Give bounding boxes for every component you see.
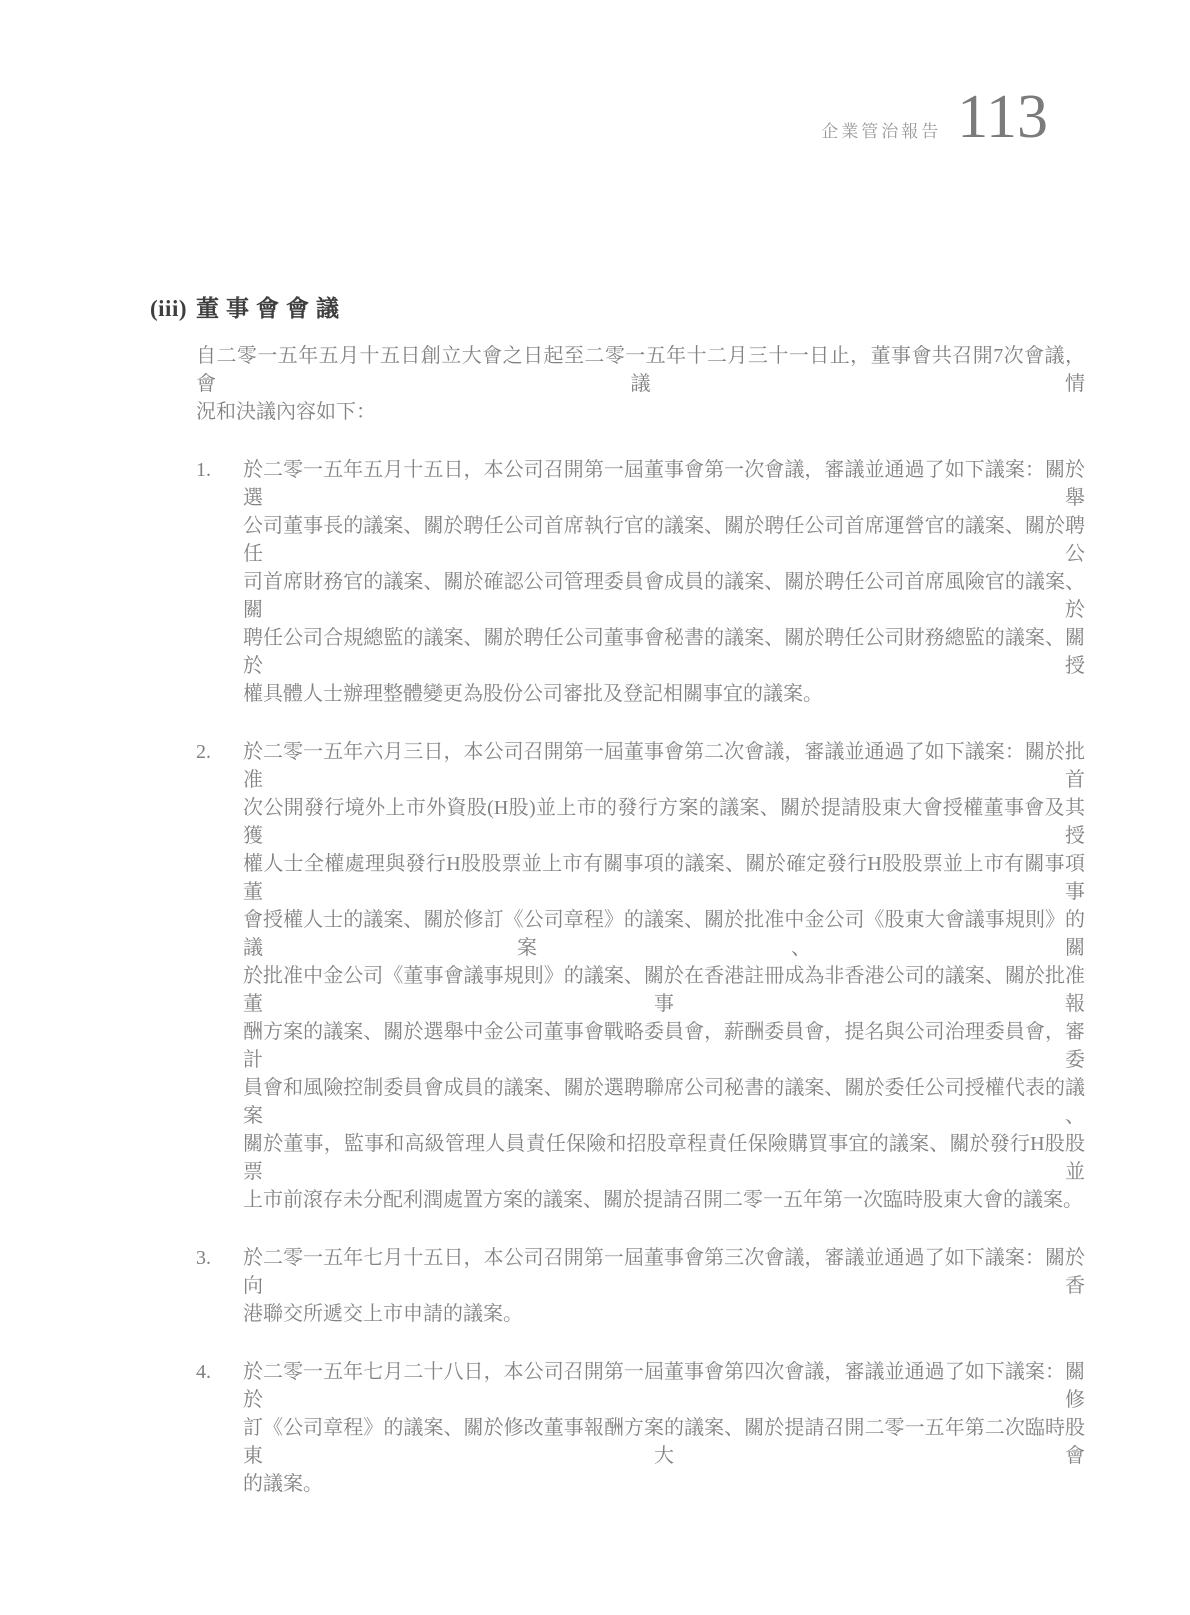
text-line: 於二零一五年七月十五日，本公司召開第一屆董事會第三次會議，審議並通過了如下議案：關於向香 (243, 1247, 1085, 1297)
list-item-text (243, 1244, 1085, 1328)
list-item-text (243, 738, 1085, 1214)
list-item-number: 4. (196, 1361, 211, 1383)
text-line: 上市前滾存未分配利潤處置方案的議案、關於提請召開二零一五年第一次臨時股東大會的議案。 (243, 1189, 1083, 1211)
section-index: (iii) (150, 296, 187, 321)
text-line: 於二零一五年六月三日，本公司召開第一屆董事會第二次會議，審議並通過了如下議案：關於批准首 (243, 741, 1085, 791)
text-line: 於批准中金公司《董事會議事規則》的議案、關於在香港註冊成為非香港公司的議案、關於批准董事報 (243, 965, 1085, 1015)
intro-line: 況和決議內容如下： (196, 401, 376, 423)
intro-paragraph (196, 342, 1085, 426)
page-number: 113 (957, 83, 1048, 151)
text-line: 權具體人士辦理整體變更為股份公司審批及登記相關事宜的議案。 (243, 683, 823, 705)
text-line: 訂《公司章程》的議案、關於修改董事報酬方案的議案、關於提請召開二零一五年第二次臨時股東大會 (243, 1417, 1085, 1467)
text-line: 於二零一五年五月十五日，本公司召開第一屆董事會第一次會議，審議並通過了如下議案：關於選舉 (243, 459, 1085, 509)
text-line: 於二零一五年七月二十八日，本公司召開第一屆董事會第四次會議，審議並通過了如下議案：關於修 (243, 1361, 1085, 1411)
text-line: 會授權人士的議案、關於修訂《公司章程》的議案、關於批准中金公司《股東大會議事規則》的議案、關 (243, 909, 1085, 959)
section-heading (150, 294, 1085, 324)
intro-line: 自二零一五年五月十五日創立大會之日起至二零一五年十二月三十一日止，董事會共召開7次會議，會議情 (196, 345, 1085, 395)
text-line: 權人士全權處理與發行H股股票並上市有關事項的議案、關於確定發行H股股票並上市有關事項董事 (243, 853, 1085, 903)
list-item-number: 2. (196, 741, 211, 763)
text-line: 的議案。 (243, 1473, 323, 1495)
list-item-1 (196, 456, 1085, 708)
text-line: 關於董事，監事和高級管理人員責任保險和招股章程責任保險購買事宜的議案、關於發行H股股票並 (243, 1133, 1085, 1183)
text-line: 港聯交所遞交上市申請的議案。 (243, 1303, 523, 1325)
list-item-3 (196, 1244, 1085, 1328)
text-line: 酬方案的議案、關於選舉中金公司董事會戰略委員會，薪酬委員會，提名與公司治理委員會，審計委 (243, 1021, 1085, 1071)
list-item-number: 1. (196, 459, 211, 481)
section-title: 董事會會議 (196, 296, 346, 321)
text-line: 司首席財務官的議案、關於確認公司管理委員會成員的議案、關於聘任公司首席風險官的議案、關於 (243, 571, 1085, 621)
text-line: 次公開發行境外上市外資股(H股)並上市的發行方案的議案、關於提請股東大會授權董事會及其獲授 (243, 797, 1085, 847)
list-item-text (243, 1358, 1085, 1498)
page-header (821, 83, 1048, 151)
list-item-text (243, 456, 1085, 708)
report-section-label: 企業管治報告 (821, 122, 942, 141)
text-line: 公司董事長的議案、關於聘任公司首席執行官的議案、關於聘任公司首席運營官的議案、關於聘任公 (243, 515, 1085, 565)
list-item-2 (196, 738, 1085, 1214)
list-item-number: 3. (196, 1247, 211, 1269)
list-item-4 (196, 1358, 1085, 1498)
text-line: 聘任公司合規總監的議案、關於聘任公司董事會秘書的議案、關於聘任公司財務總監的議案、關於授 (243, 627, 1085, 677)
text-line: 員會和風險控制委員會成員的議案、關於選聘聯席公司秘書的議案、關於委任公司授權代表的議案、 (243, 1077, 1085, 1127)
content-area (150, 294, 1085, 1498)
